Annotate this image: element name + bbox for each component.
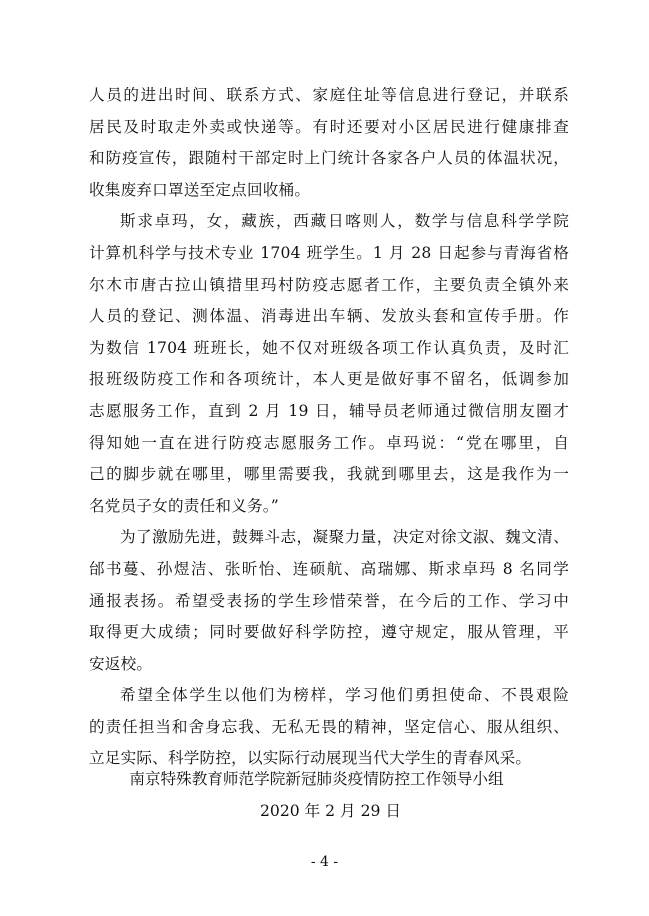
text-line: 人员的进出时间、联系方式、家庭住址等信息进行登记，并联系 — [89, 86, 569, 104]
text-line: 名党员子女的责任和义务。” — [89, 496, 279, 515]
signature-date: 2020 年 2 月 29 日 — [259, 802, 401, 820]
text-line: 报班级防疫工作和各项统计，本人更是做好事不留名，低调参加 — [89, 370, 569, 389]
text-line: 为了激励先进，鼓舞斗志，凝聚力量，决定对徐文淑、魏文清、 — [120, 528, 569, 547]
text-line: 计算机科学与技术专业 1704 班学生。1 月 28 日起参与青海省格 — [89, 243, 569, 262]
text-line: 取得更大成绩；同时要做好科学防控，遵守规定，服从管理，平 — [89, 623, 569, 642]
text-line: 得知她一直在进行防疫志愿服务工作。卓玛说：“党在哪里，自 — [89, 433, 569, 452]
text-line: 尔木市唐古拉山镇措里玛村防疫志愿者工作，主要负责全镇外来 — [89, 275, 569, 294]
text-line: 的责任担当和舍身忘我、无私无畏的精神，坚定信心、服从组织、 — [89, 717, 569, 736]
text-line: 收集废弃口罩送至定点回收桶。 — [89, 180, 311, 199]
text-line: 己的脚步就在哪里，哪里需要我，我就到哪里去，这是我作为一 — [89, 465, 569, 484]
text-line: 为数信 1704 班班长，她不仅对班级各项工作认真负责，及时汇 — [89, 338, 569, 357]
text-line: 和防疫宣传，跟随村干部定时上门统计各家各户人员的体温状况， — [89, 149, 569, 168]
signature-organization: 南京特殊教育师范学院新冠肺炎疫情防控工作领导小组 — [129, 770, 504, 788]
body-text — [89, 80, 569, 775]
paragraph — [89, 522, 569, 680]
text-line: 通报表扬。希望受表扬的学生珍惜荣誉，在今后的工作、学习中 — [89, 591, 569, 610]
text-line: 安返校。 — [89, 654, 153, 673]
text-line: 邰书蔓、孙煜洁、张昕怡、连硕航、高瑞娜、斯求卓玛 8 名同学 — [89, 559, 569, 578]
page-number: - 4 - — [310, 854, 339, 870]
text-line: 希望全体学生以他们为榜样，学习他们勇担使命、不畏艰险 — [120, 686, 569, 705]
paragraph — [89, 680, 569, 775]
text-line: 斯求卓玛，女，藏族，西藏日喀则人，数学与信息科学学院 — [120, 212, 569, 231]
text-line: 人员的登记、测体温、消毒进出车辆、发放头套和宣传手册。作 — [89, 307, 569, 326]
text-line: 居民及时取走外卖或快递等。有时还要对小区居民进行健康排查 — [89, 117, 569, 136]
text-line: 志愿服务工作，直到 2 月 19 日，辅导员老师通过微信朋友圈才 — [89, 401, 569, 420]
paragraph — [89, 80, 569, 206]
text-line: 立足实际、科学防控，以实际行动展现当代大学生的青春风采。 — [89, 749, 532, 768]
paragraph — [89, 206, 569, 522]
